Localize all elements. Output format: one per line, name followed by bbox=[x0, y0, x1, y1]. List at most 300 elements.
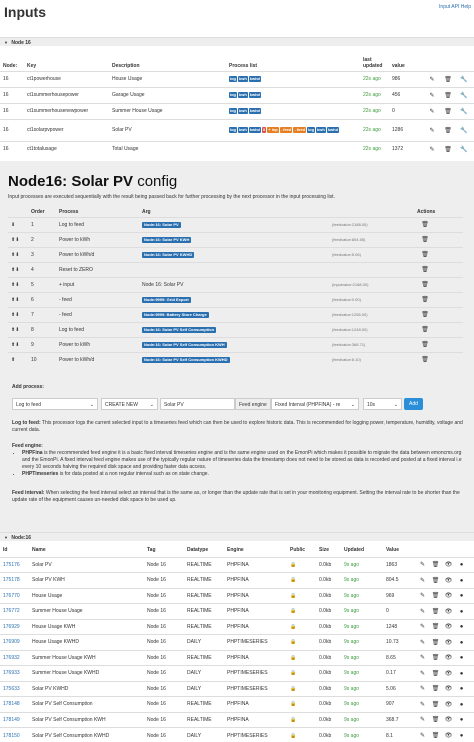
row-actions bbox=[413, 728, 474, 742]
trash-icon[interactable]: 🗑 bbox=[431, 686, 440, 693]
process-order: 3 bbox=[28, 247, 56, 262]
feed-row[interactable] bbox=[0, 666, 474, 682]
feed-updated: 9s ago bbox=[341, 635, 383, 651]
process-arg bbox=[139, 217, 329, 232]
lock-icon[interactable]: 🔒 bbox=[287, 697, 316, 713]
pencil-icon[interactable]: ✎ bbox=[429, 92, 435, 99]
input-api-help-link[interactable]: Input API Help bbox=[439, 4, 471, 10]
process-actions bbox=[414, 247, 463, 262]
feed-value: 1248 bbox=[383, 619, 413, 635]
process-tag: kwhd bbox=[249, 91, 261, 97]
process-tag: kwh bbox=[239, 91, 247, 97]
feed-name-input[interactable] bbox=[160, 398, 235, 410]
feed-engine: PHPFINA bbox=[224, 712, 287, 728]
circle-icon[interactable]: ● bbox=[459, 639, 464, 646]
feed-engine: PHPTIMESERIES bbox=[224, 728, 287, 742]
feed-interval-help bbox=[12, 490, 464, 504]
lock-icon[interactable]: 🔒 bbox=[287, 588, 316, 604]
eye-icon[interactable]: 👁 bbox=[444, 655, 453, 662]
process-name: Log to feed bbox=[56, 217, 139, 232]
config-description: Input processes are executed sequentially with the result being passed back for further processing by the next processor in the input processing list. bbox=[8, 194, 335, 200]
feed-name: Solar PV Self Consumption KWH bbox=[29, 712, 144, 728]
process-arg bbox=[139, 277, 329, 292]
circle-icon[interactable]: ● bbox=[459, 562, 464, 569]
input-description: Solar PV bbox=[109, 119, 226, 141]
feed-row[interactable] bbox=[0, 635, 474, 651]
feed-updated: 9s ago bbox=[341, 666, 383, 682]
trash-icon[interactable]: 🗑 bbox=[431, 624, 440, 631]
feed-row[interactable] bbox=[0, 650, 474, 666]
trash-icon[interactable]: 🗑 bbox=[431, 577, 440, 584]
col-datatype: Datatype bbox=[187, 546, 209, 553]
col-description: Description bbox=[112, 62, 140, 69]
trash-icon[interactable]: 🗑 bbox=[421, 282, 429, 288]
trash-icon[interactable]: 🗑 bbox=[431, 593, 440, 600]
wrench-icon[interactable]: 🔧 bbox=[460, 76, 468, 83]
trash-icon[interactable]: 🗑 bbox=[421, 297, 429, 303]
feed-value: 969 bbox=[383, 588, 413, 604]
lock-icon[interactable]: 🔒 bbox=[287, 604, 316, 620]
eye-icon[interactable]: 👁 bbox=[444, 670, 453, 677]
feed-engine: PHPTIMESERIES bbox=[224, 635, 287, 651]
feeds-group-header[interactable] bbox=[0, 532, 474, 541]
input-row[interactable] bbox=[0, 87, 474, 103]
feed-engine: PHPTIMESERIES bbox=[224, 681, 287, 697]
pencil-icon[interactable]: ✎ bbox=[419, 608, 426, 615]
trash-icon[interactable]: 🗑 bbox=[444, 108, 452, 115]
feed-name: Solar PV KWH bbox=[29, 573, 144, 589]
pencil-icon[interactable]: ✎ bbox=[419, 733, 426, 739]
feed-size: 0.0kb bbox=[316, 728, 341, 742]
trash-icon[interactable]: 🗑 bbox=[421, 342, 429, 348]
circle-icon[interactable]: ● bbox=[459, 655, 464, 662]
input-key: ct1summerhousepower bbox=[24, 87, 109, 103]
col-public: Public bbox=[290, 546, 306, 553]
feed-datatype: REALTIME bbox=[184, 557, 224, 573]
feed-id: 175633 bbox=[0, 681, 29, 697]
lock-icon[interactable]: 🔒 bbox=[287, 619, 316, 635]
feed-id: 178149 bbox=[0, 712, 29, 728]
trash-icon[interactable]: 🗑 bbox=[421, 267, 429, 273]
eye-icon[interactable]: 👁 bbox=[444, 608, 453, 615]
feed-size: 0.0kb bbox=[316, 619, 341, 635]
feed-row[interactable] bbox=[0, 588, 474, 604]
row-actions bbox=[413, 666, 474, 682]
process-actions bbox=[414, 352, 463, 367]
process-row bbox=[8, 307, 463, 322]
circle-icon[interactable]: ● bbox=[459, 593, 464, 600]
input-node: 16 bbox=[0, 141, 24, 157]
feed-updated: 9s ago bbox=[341, 557, 383, 573]
feed-badge: Node:16: Solar PV Self Consumption bbox=[144, 326, 215, 332]
pencil-icon[interactable]: ✎ bbox=[419, 639, 426, 646]
feed-create-select[interactable] bbox=[101, 398, 158, 410]
wrench-icon[interactable]: 🔧 bbox=[460, 146, 468, 153]
reorder-arrows[interactable]: ⬆⬇ bbox=[8, 232, 28, 247]
feed-row[interactable] bbox=[0, 712, 474, 728]
process-feedvalue: (feedvalue:5.06) bbox=[329, 247, 414, 262]
wrench-icon[interactable]: 🔧 bbox=[460, 127, 468, 134]
feed-name: House Usage bbox=[29, 588, 144, 604]
process-feedvalue: (feedvalue:0.00) bbox=[329, 292, 414, 307]
process-row bbox=[8, 352, 463, 367]
process-tag: + inp bbox=[268, 126, 278, 132]
inputs-table-header bbox=[0, 49, 474, 71]
feed-create-select-value: CREATE NEW bbox=[105, 402, 138, 408]
input-last-updated: 22s ago bbox=[360, 119, 389, 141]
feed-updated: 9s ago bbox=[341, 697, 383, 713]
circle-icon[interactable]: ● bbox=[459, 624, 464, 631]
feed-name: House Usage KWH bbox=[29, 619, 144, 635]
wrench-icon[interactable]: 🔧 bbox=[460, 108, 468, 115]
trash-icon[interactable]: 🗑 bbox=[444, 92, 452, 99]
feed-id: 176770 bbox=[0, 588, 29, 604]
trash-icon[interactable]: 🗑 bbox=[421, 237, 429, 243]
feed-row[interactable] bbox=[0, 604, 474, 620]
process-row bbox=[8, 322, 463, 337]
feed-value: 0.17 bbox=[383, 666, 413, 682]
input-value: 986 bbox=[389, 71, 421, 87]
process-tag: kwh bbox=[239, 107, 247, 113]
row-actions bbox=[413, 712, 474, 728]
process-feedvalue: (feedvalue:1256.00) bbox=[329, 307, 414, 322]
feed-tag: Node 16 bbox=[144, 728, 184, 742]
row-actions bbox=[413, 588, 474, 604]
row-actions bbox=[413, 635, 474, 651]
trash-icon[interactable]: 🗑 bbox=[444, 146, 452, 153]
phptimeseries-help bbox=[22, 471, 464, 478]
trash-icon[interactable]: 🗑 bbox=[421, 312, 429, 318]
feed-updated: 9s ago bbox=[341, 588, 383, 604]
trash-icon[interactable]: 🗑 bbox=[421, 222, 429, 228]
feed-row[interactable] bbox=[0, 619, 474, 635]
feed-size: 0.0kb bbox=[316, 604, 341, 620]
feed-row[interactable] bbox=[0, 697, 474, 713]
trash-icon[interactable]: 🗑 bbox=[431, 655, 440, 662]
feed-datatype: DAILY bbox=[184, 666, 224, 682]
input-row[interactable] bbox=[0, 141, 474, 157]
process-arg bbox=[139, 322, 329, 337]
row-actions bbox=[413, 650, 474, 666]
input-node: 16 bbox=[0, 71, 24, 87]
pencil-icon[interactable]: ✎ bbox=[419, 655, 426, 662]
feed-name: House Usage KWHD bbox=[29, 635, 144, 651]
col-value: Value bbox=[386, 546, 400, 553]
lock-icon[interactable]: 🔒 bbox=[287, 573, 316, 589]
input-last-updated: 22s ago bbox=[360, 141, 389, 157]
lock-icon[interactable]: 🔒 bbox=[287, 681, 316, 697]
process-tag: log bbox=[230, 75, 236, 81]
process-row bbox=[8, 217, 463, 232]
feed-badge: Node:16: Solar PV Self Consumption KWH bbox=[144, 341, 225, 347]
process-list-table bbox=[8, 207, 463, 367]
feed-datatype: DAILY bbox=[184, 728, 224, 742]
feed-datatype: REALTIME bbox=[184, 712, 224, 728]
input-node: 16 bbox=[0, 119, 24, 141]
config-title-suffix: config bbox=[137, 173, 178, 190]
reorder-arrows[interactable]: ⬆ bbox=[8, 352, 28, 367]
trash-icon[interactable]: 🗑 bbox=[431, 608, 440, 615]
eye-icon[interactable]: 👁 bbox=[444, 686, 453, 693]
feed-value: 368.7 bbox=[383, 712, 413, 728]
feed-value: 1863 bbox=[383, 557, 413, 573]
feed-badge: Node:16: Solar PV KWH bbox=[144, 236, 190, 242]
feed-updated: 9s ago bbox=[341, 619, 383, 635]
feed-updated: 9s ago bbox=[341, 604, 383, 620]
reorder-arrows[interactable]: ⬆⬇ bbox=[8, 322, 28, 337]
input-row[interactable] bbox=[0, 103, 474, 119]
trash-icon[interactable]: 🗑 bbox=[421, 252, 429, 258]
reorder-arrows[interactable]: ⬆⬇ bbox=[8, 247, 28, 262]
feed-id: 176929 bbox=[0, 619, 29, 635]
input-group-header[interactable] bbox=[0, 37, 474, 46]
chevron-down-icon: ⌄ bbox=[149, 402, 154, 408]
col-process-list: Process list bbox=[229, 62, 258, 69]
eye-icon[interactable]: 👁 bbox=[444, 577, 453, 584]
reorder-arrows[interactable]: ⬆⬇ bbox=[8, 292, 28, 307]
feed-tag: Node 16 bbox=[144, 619, 184, 635]
circle-icon[interactable]: ● bbox=[459, 733, 464, 739]
feed-value: 8.1 bbox=[383, 728, 413, 742]
feed-row[interactable] bbox=[0, 573, 474, 589]
feeds-table-header bbox=[0, 543, 474, 557]
circle-icon[interactable]: ● bbox=[459, 577, 464, 584]
feed-datatype: REALTIME bbox=[184, 650, 224, 666]
process-select[interactable] bbox=[12, 398, 98, 410]
feed-engine: PHPFINA bbox=[224, 557, 287, 573]
page-header bbox=[0, 0, 474, 30]
col-process: Process bbox=[59, 208, 79, 215]
input-process-list bbox=[226, 103, 360, 119]
feed-value: 8.65 bbox=[383, 650, 413, 666]
wrench-icon[interactable]: 🔧 bbox=[460, 92, 468, 99]
process-tag: - feed bbox=[294, 126, 306, 132]
circle-icon[interactable]: ● bbox=[459, 701, 464, 708]
process-order: 1 bbox=[28, 217, 56, 232]
pencil-icon[interactable]: ✎ bbox=[429, 108, 435, 115]
circle-icon[interactable]: ● bbox=[459, 686, 464, 693]
trash-icon[interactable]: 🗑 bbox=[431, 717, 440, 724]
log-help-text: This processor logs the current selected input to a timeseries feed which can then be used to explore historic data. This is recommended for logging power, temperature, humidity, voltage and current data. bbox=[12, 420, 463, 433]
lock-icon[interactable]: 🔒 bbox=[287, 712, 316, 728]
process-row bbox=[8, 247, 463, 262]
process-arg bbox=[139, 307, 329, 322]
lock-icon[interactable]: 🔒 bbox=[287, 650, 316, 666]
pencil-icon[interactable]: ✎ bbox=[419, 717, 426, 724]
pencil-icon[interactable]: ✎ bbox=[429, 127, 435, 134]
feed-name-value: Solar PV bbox=[164, 402, 184, 408]
lock-icon[interactable]: 🔒 bbox=[287, 635, 316, 651]
add-process-label: Add process: bbox=[12, 384, 44, 390]
feed-tag: Node 16 bbox=[144, 697, 184, 713]
process-tag: log bbox=[230, 107, 236, 113]
reorder-arrows[interactable]: ⬆⬇ bbox=[8, 277, 28, 292]
lock-icon[interactable]: 🔒 bbox=[287, 666, 316, 682]
feed-id: 178148 bbox=[0, 697, 29, 713]
reorder-arrows[interactable]: ⬆⬇ bbox=[8, 307, 28, 322]
process-actions bbox=[414, 292, 463, 307]
process-order: 6 bbox=[28, 292, 56, 307]
process-actions bbox=[414, 322, 463, 337]
config-title-input: Node16: Solar PV bbox=[8, 173, 134, 190]
pencil-icon[interactable]: ✎ bbox=[419, 670, 426, 677]
feed-datatype: DAILY bbox=[184, 681, 224, 697]
feed-id: 176909 bbox=[0, 635, 29, 651]
process-feedvalue: (feedvalue:2188.00) bbox=[329, 217, 414, 232]
trash-icon[interactable]: 🗑 bbox=[431, 670, 440, 677]
process-actions bbox=[414, 262, 463, 277]
eye-icon[interactable]: 👁 bbox=[444, 624, 453, 631]
feed-tag: Node 16 bbox=[144, 573, 184, 589]
process-order: 8 bbox=[28, 322, 56, 337]
eye-icon[interactable]: 👁 bbox=[444, 701, 453, 708]
trash-icon[interactable]: 🗑 bbox=[431, 639, 440, 646]
feed-badge: Node:9999: Grid Export bbox=[144, 296, 189, 302]
feed-engine: PHPFINA bbox=[224, 697, 287, 713]
process-tag: kwhd bbox=[249, 75, 261, 81]
feed-name: Summer House Usage bbox=[29, 604, 144, 620]
process-feedvalue bbox=[329, 262, 414, 277]
circle-icon[interactable]: ● bbox=[459, 670, 464, 677]
reorder-arrows[interactable]: ⬇ bbox=[8, 217, 28, 232]
trash-icon[interactable]: 🗑 bbox=[444, 127, 452, 134]
row-actions bbox=[421, 103, 474, 119]
input-key: ct1solarpvpower bbox=[24, 119, 109, 141]
input-key: ct1totalusage bbox=[24, 141, 109, 157]
feed-updated: 9s ago bbox=[341, 728, 383, 742]
input-description: Summer House Usage bbox=[109, 103, 226, 119]
input-node: 16 bbox=[0, 87, 24, 103]
input-last-updated: 22s ago bbox=[360, 103, 389, 119]
feed-tag: Node 16 bbox=[144, 681, 184, 697]
col-id: Id bbox=[3, 546, 8, 553]
config-title bbox=[8, 173, 177, 190]
process-arg bbox=[139, 247, 329, 262]
feed-value: 0 bbox=[383, 604, 413, 620]
col-actions bbox=[421, 49, 474, 71]
input-row[interactable] bbox=[0, 119, 474, 141]
feed-badge: Node:16: Solar PV bbox=[144, 221, 179, 227]
process-name: Power to kWh bbox=[56, 232, 139, 247]
feed-engine-select[interactable] bbox=[271, 398, 359, 410]
process-arg bbox=[139, 262, 329, 277]
process-name: Power to kWh bbox=[56, 337, 139, 352]
trash-icon[interactable]: 🗑 bbox=[421, 357, 429, 364]
process-select-value: Log to feed bbox=[16, 402, 42, 408]
feed-size: 0.0kb bbox=[316, 666, 341, 682]
process-actions bbox=[414, 217, 463, 232]
input-key: ct1powerhouse bbox=[24, 71, 109, 87]
process-row bbox=[8, 277, 463, 292]
circle-icon[interactable]: ● bbox=[459, 608, 464, 615]
input-config-panel bbox=[0, 161, 474, 537]
inputs-table bbox=[0, 49, 474, 157]
trash-icon[interactable]: 🗑 bbox=[431, 733, 440, 739]
pencil-icon[interactable]: ✎ bbox=[419, 562, 426, 569]
phpfina-text: is the recommended feed engine it is a basic fixed interval timeseries engine and is the same engine used on the EmonPi which makes it possible to migrate the data between emoncms.org and the EmonPi. A fixed interval feed engine makes use of the typically regular nature of timeseries data the timestamp does not need to be stored as data is recorded and posted at a fixed interval i.e every 10 seconds halving the required disk space and providing faster data access. bbox=[22, 450, 462, 470]
feed-id: 178150 bbox=[0, 728, 29, 742]
feed-id: 176772 bbox=[0, 604, 29, 620]
feeds-group-name: Node:16 bbox=[11, 535, 32, 541]
process-feedvalue: (feedvalue:1248.00) bbox=[329, 322, 414, 337]
eye-icon[interactable]: 👁 bbox=[444, 562, 453, 569]
reorder-arrows[interactable]: ⬆⬇ bbox=[8, 337, 28, 352]
trash-icon[interactable]: 🗑 bbox=[421, 327, 429, 333]
feed-engine-label: Feed engine bbox=[235, 398, 271, 410]
input-last-updated: 22s ago bbox=[360, 71, 389, 87]
input-row[interactable] bbox=[0, 71, 474, 87]
feed-badge: Node:9999: Battery Store Charge bbox=[144, 311, 207, 317]
row-actions bbox=[413, 604, 474, 620]
feed-size: 0.0kb bbox=[316, 588, 341, 604]
add-process-row bbox=[12, 398, 472, 410]
feed-size: 0.0kb bbox=[316, 635, 341, 651]
feed-updated: 9s ago bbox=[341, 573, 383, 589]
feed-badge: Node:16: Solar PV Self Consumption KWHD bbox=[144, 356, 228, 362]
chevron-down-icon: ⌄ bbox=[393, 402, 398, 408]
feed-tag: Node 16 bbox=[144, 650, 184, 666]
pencil-icon[interactable]: ✎ bbox=[419, 624, 426, 631]
lock-icon[interactable]: 🔒 bbox=[287, 557, 316, 573]
chevron-down-icon: ⌄ bbox=[350, 402, 355, 408]
feed-row[interactable] bbox=[0, 728, 474, 742]
eye-icon[interactable]: 👁 bbox=[444, 717, 453, 724]
feed-engine: PHPFINA bbox=[224, 573, 287, 589]
process-tag: kwhd bbox=[249, 107, 261, 113]
pencil-icon[interactable]: ✎ bbox=[419, 686, 426, 693]
process-order: 7 bbox=[28, 307, 56, 322]
col-order: Order bbox=[31, 208, 45, 215]
eye-icon[interactable]: 👁 bbox=[444, 639, 453, 646]
collapse-triangle-icon: ▼ bbox=[4, 535, 8, 540]
feed-row[interactable] bbox=[0, 681, 474, 697]
trash-icon[interactable]: 🗑 bbox=[431, 701, 440, 708]
process-tag: kwhd bbox=[249, 126, 261, 132]
trash-icon[interactable]: 🗑 bbox=[431, 562, 440, 569]
feed-id: 176933 bbox=[0, 666, 29, 682]
reorder-arrows[interactable]: ⬆⬇ bbox=[8, 262, 28, 277]
eye-icon[interactable]: 👁 bbox=[444, 733, 453, 739]
add-process-button[interactable]: Add bbox=[404, 398, 423, 410]
feed-tag: Node 16 bbox=[144, 604, 184, 620]
pencil-icon[interactable]: ✎ bbox=[419, 577, 426, 584]
pencil-icon[interactable]: ✎ bbox=[429, 76, 435, 83]
pencil-icon[interactable]: ✎ bbox=[429, 146, 435, 153]
feed-updated: 9s ago bbox=[341, 681, 383, 697]
trash-icon[interactable]: 🗑 bbox=[444, 76, 452, 83]
col-last-updated: last updated bbox=[363, 56, 383, 69]
col-engine: Engine bbox=[227, 546, 244, 553]
feed-interval-select[interactable] bbox=[363, 398, 402, 410]
feed-engine: PHPFINA bbox=[224, 588, 287, 604]
log-help-title: Log to feed: bbox=[12, 420, 41, 426]
feed-engine: PHPTIMESERIES bbox=[224, 666, 287, 682]
eye-icon[interactable]: 👁 bbox=[444, 593, 453, 600]
pencil-icon[interactable]: ✎ bbox=[419, 701, 426, 708]
circle-icon[interactable]: ● bbox=[459, 717, 464, 724]
process-row bbox=[8, 232, 463, 247]
lock-icon[interactable]: 🔒 bbox=[287, 728, 316, 742]
process-name: Reset to ZERO bbox=[56, 262, 139, 277]
col-updated: Updated bbox=[344, 546, 364, 553]
feed-row[interactable] bbox=[0, 557, 474, 573]
interval-help-title: Feed interval: bbox=[12, 490, 45, 496]
feed-tag: Node 16 bbox=[144, 635, 184, 651]
process-table-header bbox=[8, 207, 463, 217]
input-node: 16 bbox=[0, 103, 24, 119]
feed-updated: 9s ago bbox=[341, 712, 383, 728]
pencil-icon[interactable]: ✎ bbox=[419, 593, 426, 600]
